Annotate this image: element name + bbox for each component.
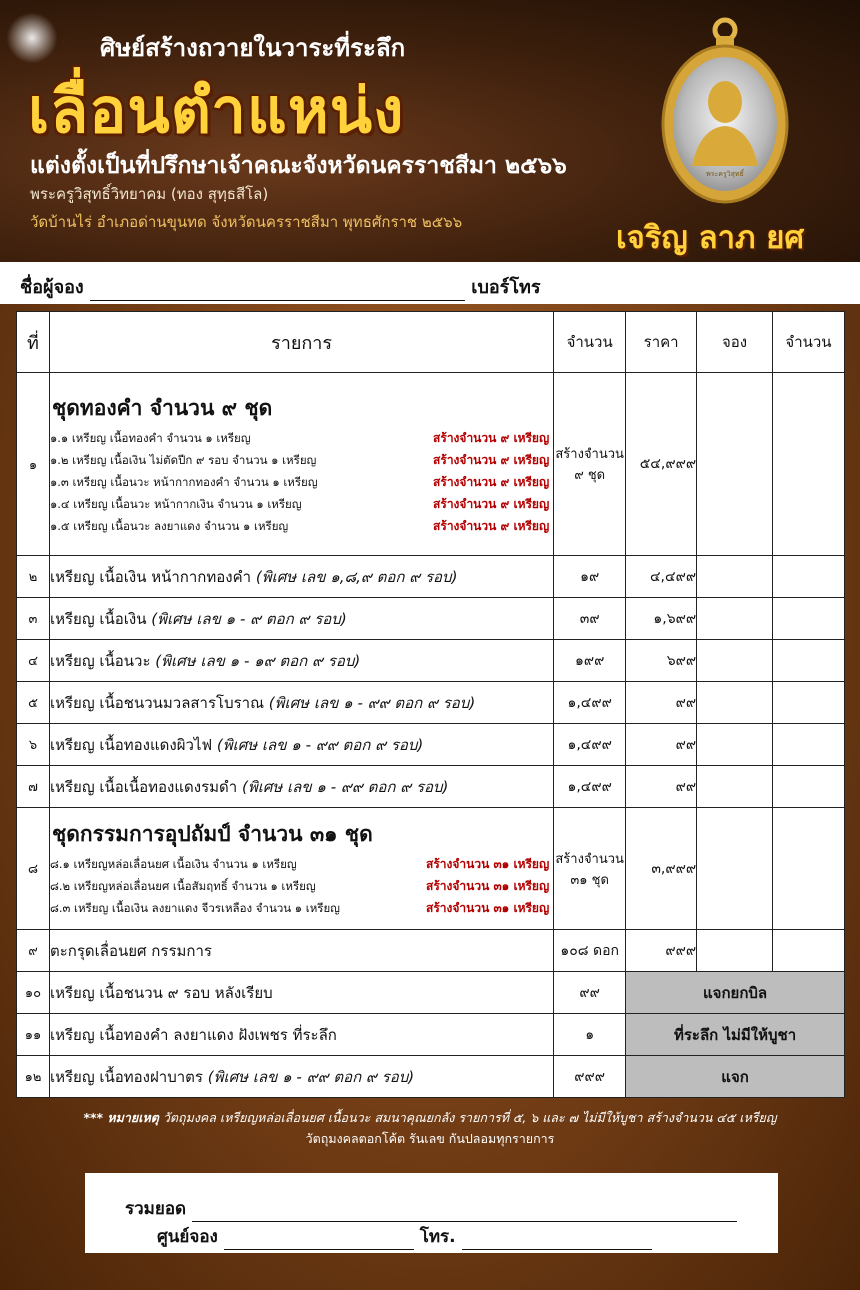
status-note: แจกยกบิล xyxy=(626,972,845,1014)
book-cell[interactable] xyxy=(697,724,773,766)
table-row xyxy=(17,972,845,1014)
price-cell: ๙๙ xyxy=(626,724,697,766)
item-cell: เหรียญ เนื้อทองฝาบาตร (พิเศษ เลข ๑ - ๙๙ ตอก ๙ รอบ) xyxy=(49,1056,553,1098)
amount-cell[interactable] xyxy=(773,373,845,556)
item-cell: เหรียญ เนื้อเนื้อทองแดงรมดำ (พิเศษ เลข ๑ - ๙๙ ตอก ๙ รอบ) xyxy=(49,766,553,808)
total-field[interactable] xyxy=(192,1201,737,1222)
center-field[interactable] xyxy=(224,1229,414,1250)
price-cell: ๓,๙๙๙ xyxy=(626,808,697,930)
book-cell[interactable] xyxy=(697,556,773,598)
amount-cell[interactable] xyxy=(773,724,845,766)
medal-image xyxy=(660,16,790,206)
header-amount: จำนวน xyxy=(773,312,845,373)
price-cell: ๑,๖๙๙ xyxy=(626,598,697,640)
footnote xyxy=(30,1107,830,1149)
qty-cell: ๑๙๙ xyxy=(554,640,626,682)
book-cell[interactable] xyxy=(697,640,773,682)
amount-cell[interactable] xyxy=(773,808,845,930)
item-cell: เหรียญ เนื้อเงิน (พิเศษ เลข ๑ - ๙ ตอก ๙ รอบ) xyxy=(49,598,553,640)
center-row xyxy=(157,1223,652,1250)
row-no: ๑ xyxy=(17,373,50,556)
brand-text: เจริญ ลาภ ยศ xyxy=(616,220,805,256)
row-no: ๔ xyxy=(17,640,50,682)
price-cell: ๙๙ xyxy=(626,682,697,724)
header-qty: จำนวน xyxy=(554,312,626,373)
sub-item: ๘.๑ เหรียญหล่อเลื่อนยศ เนื้อเงิน จำนวน ๑ เหรียญ สร้างจำนวน ๓๑ เหรียญ xyxy=(49,857,550,871)
qty-cell: ๑,๔๙๙ xyxy=(554,766,626,808)
qty-cell: ๙๙๙ xyxy=(554,1056,626,1098)
group-cell xyxy=(49,808,553,930)
row-no: ๙ xyxy=(17,930,50,972)
book-cell[interactable] xyxy=(697,598,773,640)
table-row xyxy=(17,766,845,808)
book-cell[interactable] xyxy=(697,682,773,724)
book-cell[interactable] xyxy=(697,808,773,930)
row-no: ๑๑ xyxy=(17,1014,50,1056)
header-banner xyxy=(0,0,860,262)
footnote-text-1: วัตถุมงคล เหรียญหล่อเลื่อนยศ เนื้อนวะ สมนาคุณยกลัง รายการที่ ๕, ๖ และ ๗ ไม่มีให้บูชา สร้างจำนวน ๔๕ เหรียญ xyxy=(162,1110,777,1125)
item-cell: เหรียญ เนื้อทองคำ ลงยาแดง ฝังเพชร ที่ระลึก xyxy=(49,1014,553,1056)
status-note: ที่ระลึก ไม่มีให้บูชา xyxy=(626,1014,845,1056)
row-no: ๘ xyxy=(17,808,50,930)
sub-item: ๑.๒ เหรียญ เนื้อเงิน ไม่ตัดปีก ๙ รอบ จำนวน ๑ เหรียญ สร้างจำนวน ๙ เหรียญ xyxy=(49,452,550,467)
sub-item: ๘.๓ เหรียญ เนื้อเงิน ลงยาแดง จีวรเหลือง จำนวน ๑ เหรียญ สร้างจำนวน ๓๑ เหรียญ xyxy=(49,901,550,915)
row-no: ๒ xyxy=(17,556,50,598)
group-title: ชุดกรรมการอุปถัมป์ จำนวน ๓๑ ชุด xyxy=(51,822,373,846)
order-table xyxy=(16,311,845,1098)
summary-box xyxy=(85,1173,778,1253)
qty-cell: ๓๙ xyxy=(554,598,626,640)
qty-cell: ๑๙ xyxy=(554,556,626,598)
table-row xyxy=(17,724,845,766)
status-note: แจก xyxy=(626,1056,845,1098)
table-header-row xyxy=(17,312,845,373)
price-cell: ๖๙๙ xyxy=(626,640,697,682)
row-no: ๑๐ xyxy=(17,972,50,1014)
amount-cell[interactable] xyxy=(773,640,845,682)
group-cell xyxy=(49,373,553,556)
header-no: ที่ xyxy=(17,312,50,373)
center-label: ศูนย์จอง xyxy=(157,1227,218,1247)
sub-item: ๑.๔ เหรียญ เนื้อนวะ หน้ากากเงิน จำนวน ๑ เหรียญ สร้างจำนวน ๙ เหรียญ xyxy=(49,496,550,511)
book-cell[interactable] xyxy=(697,766,773,808)
item-cell: เหรียญ เนื้อชนวนมวลสารโบราณ (พิเศษ เลข ๑ - ๙๙ ตอก ๙ รอบ) xyxy=(49,682,553,724)
row-no: ๕ xyxy=(17,682,50,724)
medal-inscription: พระครูวิสุทธิ์ xyxy=(706,170,744,178)
footnote-label: *** หมายเหตุ xyxy=(83,1110,159,1125)
table-row xyxy=(17,640,845,682)
table-row xyxy=(17,682,845,724)
tel-label: โทร. xyxy=(419,1227,456,1247)
qty-cell: ๑ xyxy=(554,1014,626,1056)
phone-label: เบอร์โทร xyxy=(471,277,541,298)
footnote-text-2: วัตถุมงคลตอกโค้ต รันเลข กันปลอมทุกรายการ xyxy=(305,1131,555,1146)
amount-cell[interactable] xyxy=(773,766,845,808)
sub-item: ๑.๕ เหรียญ เนื้อนวะ ลงยาแดง จำนวน ๑ เหรียญ สร้างจำนวน ๙ เหรียญ xyxy=(49,518,550,533)
sub-item: ๑.๑ เหรียญ เนื้อทองคำ จำนวน ๑ เหรียญ สร้างจำนวน ๙ เหรียญ xyxy=(49,430,550,445)
amount-cell[interactable] xyxy=(773,598,845,640)
header-title: เลื่อนตำแหน่ง xyxy=(28,74,405,147)
qty-cell: สร้างจำนวน ๓๑ ชุด xyxy=(554,808,626,930)
qty-cell: ๑,๔๙๙ xyxy=(554,724,626,766)
row-no: ๗ xyxy=(17,766,50,808)
qty-cell: ๑๐๘ ดอก xyxy=(554,930,626,972)
price-cell: ๔,๔๙๙ xyxy=(626,556,697,598)
item-cell: เหรียญ เนื้อเงิน หน้ากากทองคำ (พิเศษ เลข ๑,๘,๙ ตอก ๙ รอบ) xyxy=(49,556,553,598)
header-price: ราคา xyxy=(626,312,697,373)
item-cell: เหรียญ เนื้อนวะ (พิเศษ เลข ๑ - ๑๙ ตอก ๙ รอบ) xyxy=(49,640,553,682)
book-cell[interactable] xyxy=(697,930,773,972)
row-no: ๖ xyxy=(17,724,50,766)
price-cell: ๙๙ xyxy=(626,766,697,808)
price-cell: ๕๔,๙๙๙ xyxy=(626,373,697,556)
amount-cell[interactable] xyxy=(773,930,845,972)
tel-field[interactable] xyxy=(462,1229,652,1250)
table-row xyxy=(17,930,845,972)
book-cell[interactable] xyxy=(697,373,773,556)
row-no: ๑๒ xyxy=(17,1056,50,1098)
total-label: รวมยอด xyxy=(125,1199,187,1219)
header-line-3: วัดบ้านไร่ อำเภอด่านขุนทด จังหวัดนครราชสีมา พุทธศักราช ๒๕๖๖ xyxy=(30,213,463,231)
sub-item: ๑.๓ เหรียญ เนื้อนวะ หน้ากากทองคำ จำนวน ๑ เหรียญ สร้างจำนวน ๙ เหรียญ xyxy=(49,474,550,489)
sparkle-decoration xyxy=(2,8,62,68)
qty-cell: ๙๙ xyxy=(554,972,626,1014)
header-line-1: แต่งตั้งเป็นที่ปรึกษาเจ้าคณะจังหวัดนครราชสีมา ๒๕๖๖ xyxy=(30,153,567,179)
header-subtitle: ศิษย์สร้างถวายในวาระที่ระลึก xyxy=(100,33,406,62)
table-row xyxy=(17,373,845,556)
row-no: ๓ xyxy=(17,598,50,640)
header-line-2: พระครูวิสุทธิ์วิทยาคม (ทอง สุทฺธสีโล) xyxy=(30,185,269,203)
table-row xyxy=(17,1014,845,1056)
table-row xyxy=(17,808,845,930)
name-label: ชื่อผู้จอง xyxy=(20,277,84,298)
item-cell: เหรียญ เนื้อชนวน ๙ รอบ หลังเรียบ xyxy=(49,972,553,1014)
table-row xyxy=(17,598,845,640)
amount-cell[interactable] xyxy=(773,556,845,598)
header-item: รายการ xyxy=(49,312,553,373)
table-row xyxy=(17,1056,845,1098)
amount-cell[interactable] xyxy=(773,682,845,724)
name-field[interactable] xyxy=(90,280,465,301)
item-cell: เหรียญ เนื้อทองแดงผิวไฟ (พิเศษ เลข ๑ - ๙๙ ตอก ๙ รอบ) xyxy=(49,724,553,766)
group-title: ชุดทองคำ จำนวน ๙ ชุด xyxy=(51,395,273,420)
total-row xyxy=(125,1195,737,1222)
table-row xyxy=(17,556,845,598)
qty-cell: ๑,๔๙๙ xyxy=(554,682,626,724)
qty-cell: สร้างจำนวน ๙ ชุด xyxy=(554,373,626,556)
item-cell: ตะกรุดเลื่อนยศ กรรมการ xyxy=(49,930,553,972)
sub-item: ๘.๒ เหรียญหล่อเลื่อนยศ เนื้อสัมฤทธิ์ จำนวน ๑ เหรียญ สร้างจำนวน ๓๑ เหรียญ xyxy=(49,879,550,893)
header-book: จอง xyxy=(697,312,773,373)
price-cell: ๙๙๙ xyxy=(626,930,697,972)
